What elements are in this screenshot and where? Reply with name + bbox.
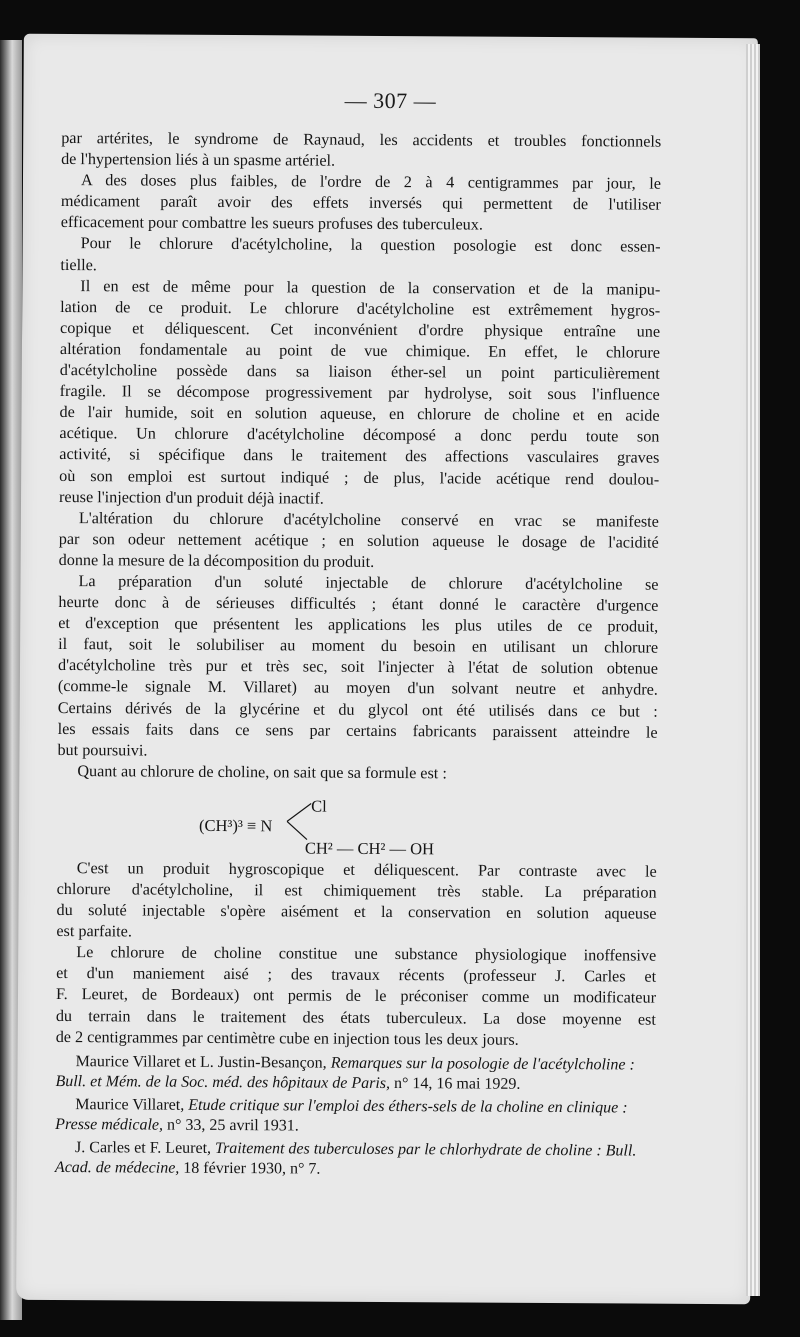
paragraph: [59, 508, 659, 575]
reference-authors: Maurice Villaret,: [75, 1096, 185, 1114]
reference-title: Traitement des tuberculoses par le chlorhydrate de choline :: [215, 1139, 602, 1160]
text-line: altération fondamentale au point de vue chimique. En effet, le chlorure: [59, 339, 660, 362]
text-line: (comme-le signale M. Villaret) au moyen d'un solvant neutre et anhydre.: [57, 677, 658, 700]
chemical-formula: [57, 788, 657, 859]
text-line: C'est un produit hygroscopique et déliquescent. Par contraste avec le: [76, 859, 657, 881]
text-line: du terrain dans le traitement des états tuberculeux. La dose moyenne est: [55, 1006, 656, 1029]
reference-tail: n° 33, 25 avril 1931.: [166, 1116, 299, 1134]
paragraph: [61, 128, 661, 174]
text-line: d'acétylcholine possède dans sa liaison éther-sel un point particulièrement: [59, 361, 660, 383]
text-line: activité, si spécifique dans le traitement des affections vasculaires graves: [59, 445, 660, 468]
text-line: but poursuivi.: [57, 740, 148, 760]
text-line: les essais faits dans ce sens par certains fabricants paraissent atteindre le: [57, 719, 658, 742]
text-line: et d'exception que présentent les applications les plus utiles de ce produit,: [58, 614, 659, 636]
reference-rest-italic: Bull. Acad. de médecine,: [54, 1142, 637, 1177]
text-line: Il en est de même pour la question de la conservation et de la manipu-: [80, 276, 661, 299]
paragraphs-before-formula: [57, 128, 661, 786]
paragraph: [61, 170, 661, 237]
body-text: [56, 128, 662, 1051]
paragraph: [57, 761, 657, 786]
text-line: Quant au chlorure de choline, on sait que sa formule est :: [77, 761, 447, 783]
text-line: par son odeur nettement acétique ; en solution aqueuse le dosage de l'acidité: [58, 529, 659, 552]
reference-authors: Maurice Villaret et L. Justin-Besançon,: [75, 1053, 327, 1072]
text-line: de 2 centigrammes par centimètre cube en injection tous les deux jours.: [55, 1027, 519, 1049]
reference-entry: [55, 1095, 655, 1138]
text-line: par artérites, le syndrome de Raynaud, les accidents et troubles fonctionnels: [61, 129, 662, 151]
text-line: Le chlorure de choline constitue une substance physiologique inoffensive: [76, 943, 657, 965]
text-line: reuse l'injection d'un produit déjà inactif.: [58, 487, 324, 508]
page-stack-edges: [746, 44, 760, 1296]
paragraph: [56, 858, 657, 946]
reference-title: Remarques sur la posologie de l'acétylcholine :: [330, 1054, 635, 1074]
paragraph: [56, 942, 657, 1051]
formula-top-group: Cl: [311, 796, 327, 816]
text-line: de l'air humide, soit en solution aqueuse, en chlorure de choline et en acide: [59, 403, 660, 425]
book-page: [16, 34, 758, 1304]
page-number: — 307 —: [344, 87, 437, 114]
paragraph: [60, 233, 660, 279]
text-line: La préparation d'un soluté injectable de chlorure d'acétylcholine se: [78, 572, 659, 594]
text-line: A des doses plus faibles, de l'ordre de 2 à 4 centigrammes par jour, le: [80, 171, 662, 193]
text-line: de l'hypertension liés à un spasme artériel.: [61, 150, 336, 170]
reference-authors: J. Carles et F. Leuret,: [75, 1139, 212, 1157]
formula-bottom-group: CH² — CH² — OH: [304, 838, 435, 859]
text-line: donne la mesure de la décomposition du produit.: [58, 550, 375, 571]
text-line: copique et déliquescent. Cet inconvénient d'ordre physique entraîne une: [60, 318, 661, 341]
formula-left-side: (CH³)³ ≡ N: [198, 815, 273, 836]
paragraph: [59, 276, 660, 512]
text-line: d'acétylcholine très pur et très sec, soit l'injecter à l'état de solution obtenue: [57, 656, 659, 678]
reference-tail: 18 février 1930, n° 7.: [183, 1159, 321, 1178]
paragraph: [57, 571, 658, 765]
text-line: Certains dérivés de la glycérine et du glycol ont été utilisés dans ce but :: [57, 698, 658, 721]
text-line: Pour le chlorure d'acétylcholine, la question posologie est donc essen-: [80, 234, 661, 257]
text-line: et d'un maniement aisé ; des travaux récents (professeur J. Carles et: [56, 964, 657, 987]
reference-tail: n° 14, 16 mai 1929.: [394, 1074, 521, 1093]
reference-entry: [55, 1052, 655, 1095]
reference-rest-italic: Presse médicale,: [55, 1115, 164, 1134]
text-line: F. Leuret, de Bordeaux) ont permis de le préconiser comme un modificateur: [55, 985, 657, 1008]
text-line: il faut, soit le solubiliser au moment du besoin en utilisant un chlorure: [58, 635, 659, 657]
reference-rest-italic: Bull. et Mém. de la Soc. méd. des hôpitaux de Paris,: [55, 1072, 391, 1092]
text-line: médicament paraît avoir des effets inversés qui permettent de l'utiliser: [60, 192, 661, 214]
reference-entry: [55, 1138, 655, 1181]
text-line: acétique. Un chlorure d'acétylcholine décomposé a donc perdu toute son: [59, 424, 660, 446]
text-line: efficacement pour combattre les sueurs profuses des tuberculeux.: [60, 213, 483, 234]
reference-title: Etude critique sur l'emploi des éthers-sels de la choline en clinique :: [188, 1096, 628, 1117]
text-line: du soluté injectable s'opère aisément et la conservation en solution aqueuse: [56, 901, 657, 923]
text-line: heurte donc à de sérieuses difficultés ; étant donné le caractère d'urgence: [58, 593, 659, 615]
references: [55, 1052, 656, 1185]
text-line: L'altération du chlorure d'acétylcholine conservé en vrac se manifeste: [78, 508, 659, 531]
text-line: tielle.: [60, 255, 97, 274]
text-line: est parfaite.: [56, 922, 132, 941]
text-line: chlorure d'acétylcholine, il est chimiquement très stable. La préparation: [56, 879, 657, 902]
paragraphs-after-formula: [56, 858, 657, 1052]
text-line: lation de ce produit. Le chlorure d'acétylcholine est extrêmement hygros-: [60, 297, 661, 320]
text-line: fragile. Il se décompose progressivement par hydrolyse, soit sous l'influence: [59, 382, 660, 404]
text-line: où son emploi est surtout indiqué ; de plus, l'acide acétique rend doulou-: [59, 466, 660, 489]
